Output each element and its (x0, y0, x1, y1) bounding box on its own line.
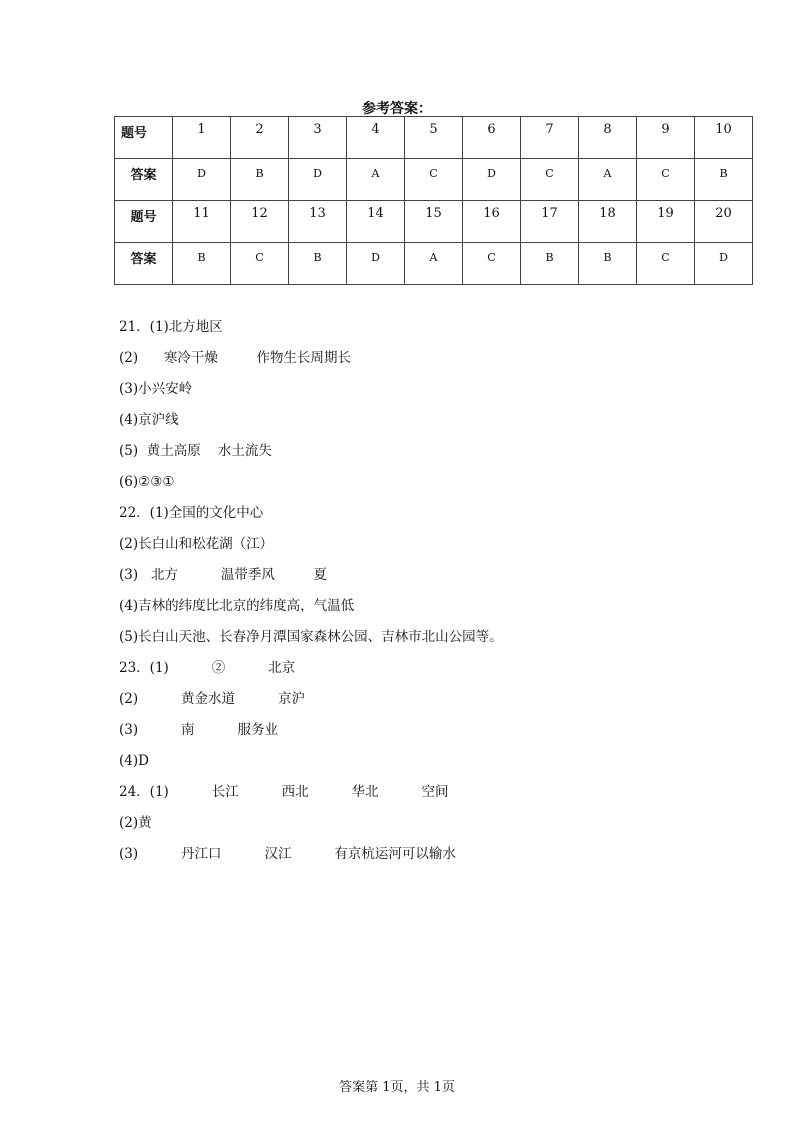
table-cell: 20 (695, 201, 753, 243)
table-row (115, 117, 753, 159)
answer-line: (3) 丹江口 汉江 有京杭运河可以输水 (119, 846, 456, 862)
table-cell: C (637, 159, 695, 201)
table-cell: D (695, 243, 753, 285)
table-cell: C (637, 243, 695, 285)
answer-lines (119, 318, 759, 876)
row-header: 答案 (115, 159, 173, 201)
table-cell: 1 (173, 117, 231, 159)
table-cell: 18 (579, 201, 637, 243)
table-cell: 2 (231, 117, 289, 159)
answer-line: (2)黄 (119, 815, 152, 831)
table-cell: C (405, 159, 463, 201)
table-cell: 4 (347, 117, 405, 159)
table-cell: D (347, 243, 405, 285)
table-cell: C (463, 243, 521, 285)
table-cell: D (289, 159, 347, 201)
answer-line: 23．(1) ② 北京 (119, 660, 296, 676)
answer-line: (4)吉林的纬度比北京的纬度高，气温低 (119, 598, 355, 614)
answer-line: (2) 寒冷干燥 作物生长周期长 (119, 350, 351, 366)
table-cell: 10 (695, 117, 753, 159)
row-header: 题号 (115, 117, 173, 159)
row-header: 题号 (115, 201, 173, 243)
answer-line: (2)长白山和松花湖（江） (119, 536, 274, 552)
table-cell: 13 (289, 201, 347, 243)
table-cell: B (289, 243, 347, 285)
answer-line: (3)小兴安岭 (119, 381, 193, 397)
table-cell: B (173, 243, 231, 285)
table-cell: A (405, 243, 463, 285)
answer-line: (5)长白山天池、长春净月潭国家森林公园、吉林市北山公园等。 (119, 629, 503, 645)
answer-title: 参考答案： (362, 101, 432, 117)
answer-table (114, 116, 753, 285)
answer-line: 21．(1)北方地区 (119, 319, 223, 335)
table-cell: 19 (637, 201, 695, 243)
table-cell: A (579, 159, 637, 201)
page-footer: 答案第 1页，共 1页 (339, 1080, 455, 1095)
answer-line: (3) 北方 温带季风 夏 (119, 567, 328, 583)
table-cell: B (231, 159, 289, 201)
answer-line: (6)②③① (119, 474, 175, 490)
answer-line: (3) 南 服务业 (119, 722, 278, 738)
table-cell: 5 (405, 117, 463, 159)
answer-line: 22．(1)全国的文化中心 (119, 505, 264, 521)
table-row (115, 201, 753, 243)
table-cell: 8 (579, 117, 637, 159)
row-header: 答案 (115, 243, 173, 285)
answer-line: (4)D (119, 753, 149, 769)
answer-line: 24．(1) 长江 西北 华北 空间 (119, 784, 449, 800)
table-cell: 7 (521, 117, 579, 159)
table-cell: 12 (231, 201, 289, 243)
table-cell: A (347, 159, 405, 201)
table-cell: B (695, 159, 753, 201)
table-cell: D (173, 159, 231, 201)
table-cell: 9 (637, 117, 695, 159)
answer-line: (4)京沪线 (119, 412, 179, 428)
table-row (115, 159, 753, 201)
answer-line: (5) 黄土高原 水土流失 (119, 443, 272, 459)
table-cell: 3 (289, 117, 347, 159)
table-cell: 14 (347, 201, 405, 243)
table-cell: D (463, 159, 521, 201)
table-cell: 11 (173, 201, 231, 243)
table-cell: C (231, 243, 289, 285)
table-cell: B (579, 243, 637, 285)
table-row (115, 243, 753, 285)
table-cell: 6 (463, 117, 521, 159)
table-cell: C (521, 159, 579, 201)
table-cell: 15 (405, 201, 463, 243)
table-cell: 17 (521, 201, 579, 243)
table-cell: B (521, 243, 579, 285)
table-cell: 16 (463, 201, 521, 243)
answer-line: (2) 黄金水道 京沪 (119, 691, 305, 707)
